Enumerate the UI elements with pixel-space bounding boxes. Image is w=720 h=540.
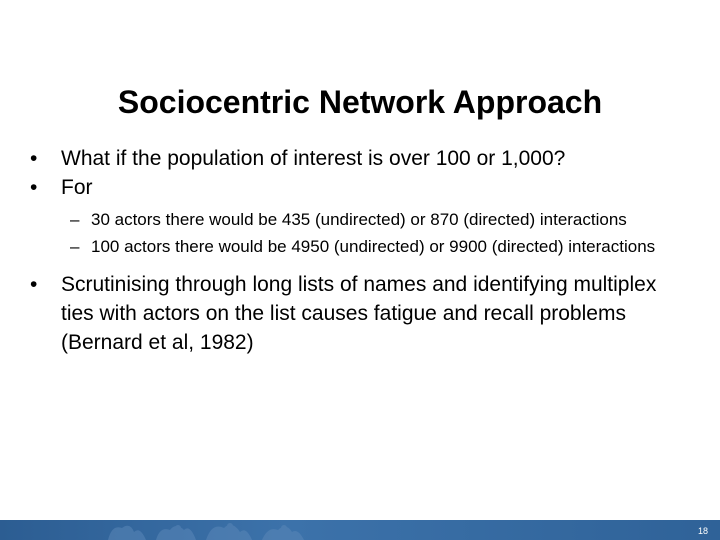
sub-bullet-marker: – xyxy=(70,210,80,229)
bullet-item xyxy=(30,270,690,357)
footer-ornament-icon xyxy=(0,520,720,540)
bullet-item xyxy=(30,144,690,173)
page-number: 18 xyxy=(697,526,708,536)
bullet-text: Scrutinising through long lists of names and identifying multiplex ties with actors on the list causes fatigue and recall problems (Bernard et al, 1982) xyxy=(61,273,657,354)
footer-bar xyxy=(0,520,720,540)
sub-bullet-marker: – xyxy=(70,237,80,256)
bullet-text: For xyxy=(61,176,93,199)
bullet-item xyxy=(30,173,690,202)
bullet-marker: • xyxy=(30,147,38,170)
slide-title: Sociocentric Network Approach xyxy=(117,84,603,120)
sub-bullet-text: 30 actors there would be 435 (undirected) or 870 (directed) interactions xyxy=(91,210,627,229)
sub-bullet-list xyxy=(30,208,690,258)
sub-bullet-item xyxy=(30,235,690,258)
slide-body xyxy=(30,144,690,357)
sub-bullet-item xyxy=(30,208,690,231)
bullet-text: What if the population of interest is over 100 or 1,000? xyxy=(61,147,566,170)
bullet-marker: • xyxy=(30,176,38,199)
bullet-marker: • xyxy=(30,273,38,296)
sub-bullet-text: 100 actors there would be 4950 (undirected) or 9900 (directed) interactions xyxy=(91,237,656,256)
